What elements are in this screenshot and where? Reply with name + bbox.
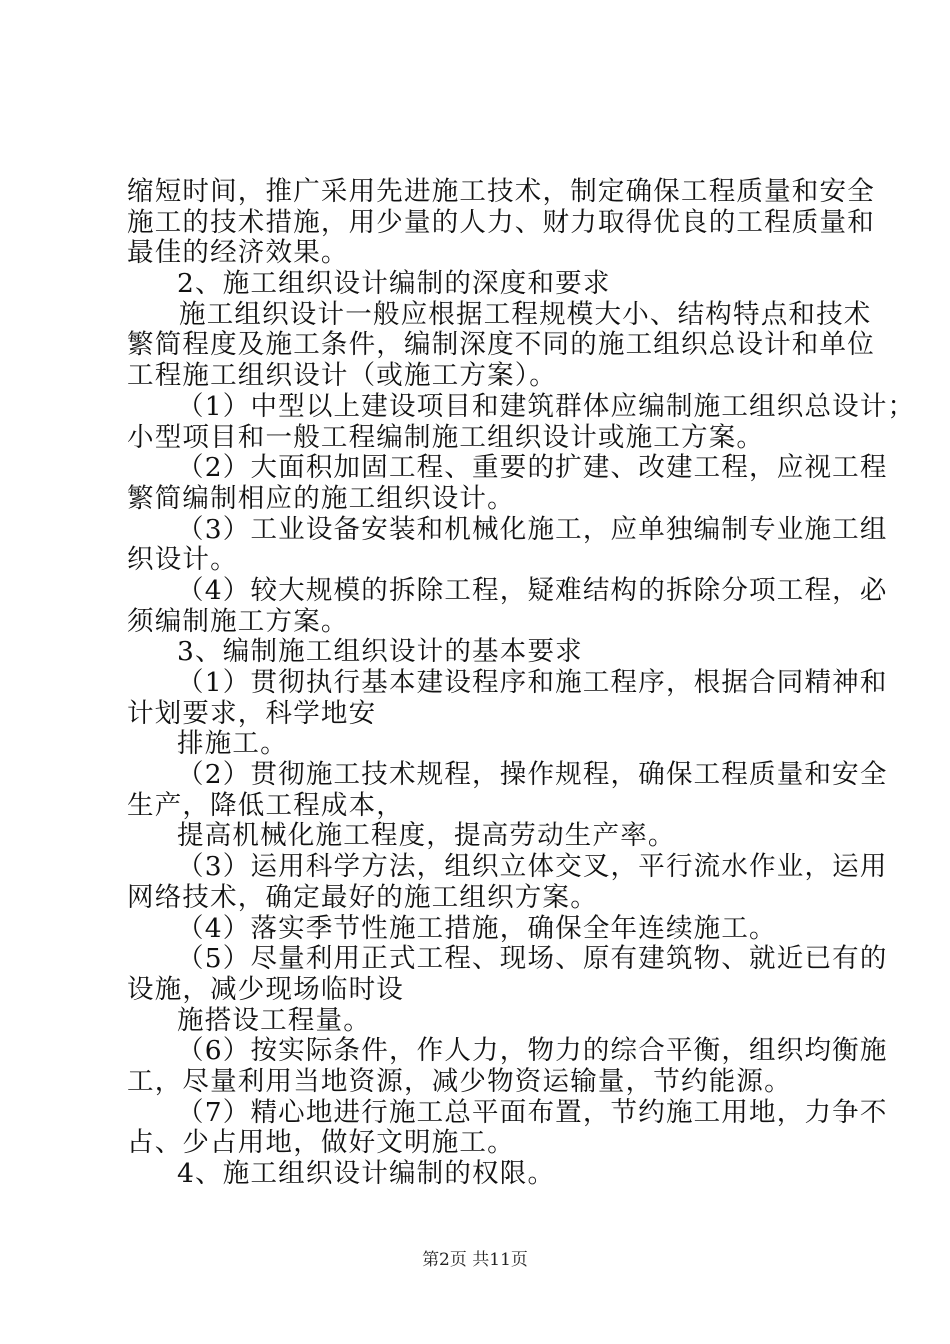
list-item: （4）落实季节性施工措施，确保全年连续施工。 [177, 912, 777, 944]
text-line: 排施工。 [177, 728, 288, 760]
text-line: 工程施工组织设计（或施工方案）。 [127, 360, 557, 392]
list-item: （5）尽量利用正式工程、现场、原有建筑物、就近已有的 [177, 943, 888, 975]
section-heading: 2、施工组织设计编制的深度和要求 [177, 268, 611, 300]
text-line: 网络技术，确定最好的施工组织方案。 [127, 881, 598, 913]
list-item: （3）工业设备安装和机械化施工，应单独编制专业施工组 [177, 513, 888, 545]
list-item: （2）贯彻施工技术规程，操作规程，确保工程质量和安全 [177, 759, 888, 791]
text-line: 占、少占用地，做好文明施工。 [127, 1127, 515, 1159]
list-item: （1）贯彻执行基本建设程序和施工程序，根据合同精神和 [177, 667, 888, 698]
text-line: 生产，降低工程成本， [127, 789, 404, 821]
text-line: 繁简编制相应的施工组织设计。 [127, 482, 515, 514]
text-line: 施工组织设计一般应根据工程规模大小、结构特点和技术 [179, 298, 872, 330]
list-item: （6）按实际条件，作人力，物力的综合平衡，组织均衡施 [177, 1035, 888, 1067]
text-line: 工，尽量利用当地资源，减少物资运输量，节约能源。 [127, 1065, 792, 1097]
list-item: （4）较大规模的拆除工程，疑难结构的拆除分项工程，必 [177, 574, 888, 606]
list-item: （2）大面积加固工程、重要的扩建、改建工程，应视工程 [177, 452, 888, 484]
list-item: （7）精心地进行施工总平面布置，节约施工用地，力争不 [177, 1096, 888, 1128]
text-line: 提高机械化施工程度，提高劳动生产率。 [177, 820, 676, 852]
list-item: （3）运用科学方法，组织立体交叉，平行流水作业，运用 [177, 851, 888, 883]
text-line: 织设计。 [127, 544, 238, 576]
text-line: 须编制施工方案。 [127, 605, 349, 637]
document-body [127, 176, 916, 1190]
section-heading: 3、编制施工组织设计的基本要求 [177, 636, 583, 668]
text-line: 缩短时间，推广采用先进施工技术，制定确保工程质量和安全 [127, 176, 875, 207]
text-line: 小型项目和一般工程编制施工组织设计或施工方案。 [127, 421, 765, 453]
page-footer: 第2页 共11页 [422, 1250, 528, 1270]
text-line: 繁简程度及施工条件，编制深度不同的施工组织总设计和单位 [127, 329, 875, 361]
text-line: 设施，减少现场临时设 [127, 973, 404, 1005]
list-item: （1）中型以上建设项目和建筑群体应编制施工组织总设计； [177, 390, 916, 422]
text-line: 计划要求，科学地安 [127, 697, 377, 729]
text-line: 最佳的经济效果。 [127, 237, 349, 269]
section-heading: 4、施工组织设计编制的权限。 [177, 1158, 556, 1189]
text-line: 施搭设工程量。 [177, 1004, 371, 1036]
text-line: 施工的技术措施，用少量的人力、财力取得优良的工程质量和 [127, 206, 875, 238]
